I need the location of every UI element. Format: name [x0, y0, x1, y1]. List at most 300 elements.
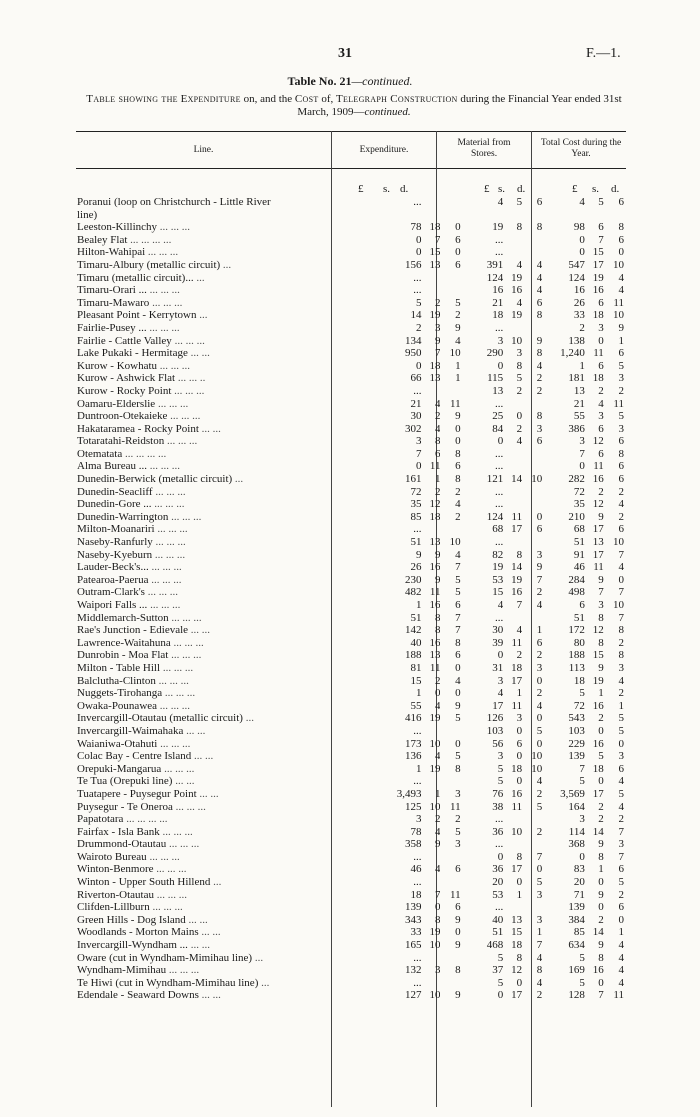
column-gap: [461, 612, 470, 625]
material-pounds: 4: [497, 196, 504, 208]
material-shillings: [503, 398, 522, 411]
total-shillings: 0: [598, 901, 604, 914]
unit-pound-mat: £: [484, 183, 490, 195]
expenditure-pence: 3: [455, 787, 461, 800]
material-shillings: [503, 813, 522, 826]
expenditure-pence: 6: [455, 599, 461, 611]
column-gap: [542, 398, 551, 411]
column-gap: [542, 926, 551, 939]
leader-dots: ... ... ...: [150, 599, 181, 611]
column-header-expenditure: Expenditure.: [359, 145, 409, 155]
expenditure-shillings: 9: [434, 334, 441, 347]
total-pence: 11: [613, 989, 624, 1002]
column-gap: [461, 398, 470, 411]
material-shillings: 10: [511, 334, 523, 347]
leader-dots: ... ...: [190, 624, 211, 637]
material-pounds: 468: [486, 939, 504, 952]
line-cell: [77, 826, 379, 839]
total-pence: 1: [618, 926, 624, 939]
material-shillings: 2: [516, 384, 523, 397]
total-pence: 7: [618, 548, 624, 561]
material-pounds: 18: [492, 309, 504, 322]
material-pence: 3: [536, 661, 543, 674]
expenditure-pence: 10: [449, 536, 461, 549]
line-cell: [77, 738, 379, 751]
leader-dots: ... ... ...: [173, 636, 204, 649]
total-pounds: 6: [579, 599, 585, 611]
expenditure-shillings: 10: [429, 989, 441, 1002]
line-cell: [77, 989, 379, 1002]
material-pence: [522, 612, 542, 625]
column-gap: [542, 889, 551, 902]
expenditure-shillings: 1: [434, 787, 441, 800]
total-shillings: 6: [598, 422, 604, 435]
table-row: [77, 398, 624, 411]
expenditure-shillings: [422, 952, 441, 965]
total-pounds: 103: [568, 724, 585, 737]
expenditure-shillings: [422, 196, 441, 209]
column-gap: [542, 423, 551, 436]
expenditure-pence: 9: [455, 321, 461, 334]
material-pounds: 40: [492, 913, 504, 926]
material-shillings: [503, 209, 522, 222]
column-gap: [542, 586, 551, 599]
total-pounds: 3,569: [560, 787, 585, 800]
page-number: 31: [338, 46, 352, 61]
column-gap: [379, 863, 388, 876]
line-name: Naseby-Ranfurly: [77, 536, 153, 549]
expenditure-table: [77, 196, 624, 1002]
expenditure-pounds: ...: [413, 384, 422, 397]
column-gap: [542, 486, 551, 499]
expenditure-pence: 11: [449, 800, 461, 813]
leader-dots: ... ... ...: [159, 359, 191, 372]
table-row: [77, 952, 624, 965]
total-pence: [604, 209, 624, 222]
line-cell: [77, 901, 379, 914]
line-name: Dunrobin - Moa Flat: [77, 649, 169, 662]
total-pounds: 384: [568, 913, 585, 926]
expenditure-shillings: 4: [434, 422, 441, 435]
material-shillings: 0: [516, 775, 523, 788]
table-row: [77, 586, 624, 599]
material-pence: 8: [536, 309, 543, 322]
expenditure-pence: 7: [455, 611, 461, 624]
material-pence: 4: [536, 976, 543, 989]
expenditure-pounds: 416: [405, 712, 422, 725]
column-gap: [542, 460, 551, 473]
total-shillings: 2: [598, 384, 604, 397]
total-shillings: 0: [598, 876, 604, 889]
expenditure-pounds: 161: [405, 473, 422, 486]
total-pence: 8: [618, 221, 624, 234]
table-row: [77, 196, 624, 209]
expenditure-pounds: 358: [405, 838, 422, 851]
column-gap: [542, 335, 551, 348]
column-gap: [461, 876, 470, 889]
material-pence: 6: [536, 435, 543, 448]
column-gap: [542, 523, 551, 536]
column-gap: [542, 284, 551, 297]
line-name: Invercargill-Waimahaka: [77, 724, 184, 737]
line-name: Otematata: [77, 447, 123, 460]
leader-dots: ... ...: [190, 939, 210, 952]
expenditure-shillings: 4: [434, 863, 441, 876]
material-shillings: [503, 486, 522, 499]
table-row: [77, 460, 624, 473]
material-pence: 5: [536, 724, 543, 737]
material-pence: 3: [536, 422, 543, 435]
unit-pence-exp: d.: [400, 183, 409, 195]
expenditure-pounds: 127: [405, 989, 422, 1002]
table-row: [77, 523, 624, 536]
table-row: [77, 939, 624, 952]
total-pence: 4: [618, 284, 624, 297]
total-pence: 6: [618, 460, 624, 473]
leader-dots: ... ... ... ...: [130, 233, 172, 246]
total-shillings: 14: [592, 825, 604, 838]
line-cell: [77, 498, 379, 511]
material-shillings: 2: [516, 422, 523, 435]
table-row: [77, 863, 624, 876]
column-gap: [542, 687, 551, 700]
table-top-rule: [76, 131, 626, 132]
column-gap: [461, 549, 470, 562]
material-shillings: 1: [516, 888, 523, 901]
total-shillings: 15: [592, 246, 604, 259]
line-cell: [77, 624, 379, 637]
material-pence: 8: [536, 964, 543, 977]
column-gap: [542, 209, 551, 222]
column-gap: [461, 234, 470, 247]
total-shillings: 19: [592, 271, 604, 284]
column-gap: [542, 410, 551, 423]
material-shillings: 5: [516, 196, 523, 208]
column-gap: [379, 259, 388, 272]
total-pounds: 138: [568, 334, 585, 347]
total-pence: 0: [618, 737, 624, 750]
line-cell: [77, 914, 379, 927]
line-name: Te Hiwi (cut in Wyndham-Mimihau line): [77, 976, 259, 989]
total-pounds: 5: [579, 775, 585, 788]
material-pounds: ...: [494, 485, 504, 498]
table-row: [77, 926, 624, 939]
table-row: [77, 612, 624, 625]
line-name: Lawrence-Waitahuna: [77, 636, 171, 649]
table-row: [77, 989, 624, 1002]
column-gap: [379, 360, 388, 373]
column-gap: [461, 926, 470, 939]
line-name: Green Hills - Dog Island: [77, 913, 186, 926]
line-name: Timaru-Mawaro: [77, 296, 150, 309]
leader-dots: ... ... ...: [156, 888, 187, 901]
total-pence: 3: [618, 661, 624, 674]
table-row: [77, 360, 624, 373]
leader-dots: ... ... ...: [168, 838, 200, 851]
total-pounds: 20: [573, 876, 585, 889]
material-pounds: ...: [494, 397, 504, 410]
leader-dots: ... ... ...: [164, 687, 196, 700]
line-cell: [77, 939, 379, 952]
material-pence: 7: [536, 939, 543, 952]
leader-dots: ... ... ...: [159, 221, 191, 234]
material-pounds: 121: [486, 473, 504, 486]
column-gap: [461, 637, 470, 650]
table-row: [77, 687, 624, 700]
total-shillings: 3: [598, 410, 604, 423]
table-row: [77, 435, 624, 448]
total-shillings: 8: [598, 951, 604, 964]
table-row: [77, 574, 624, 587]
table-row: [77, 813, 624, 826]
column-gap: [461, 460, 470, 473]
table-suffix: —continued.: [351, 74, 413, 88]
line-cell: [77, 246, 379, 259]
total-pounds: 543: [568, 712, 585, 725]
total-pounds: 18: [573, 674, 585, 687]
material-pounds: ...: [494, 611, 504, 624]
expenditure-pounds: 85: [410, 510, 422, 523]
material-pence: [522, 460, 542, 473]
total-pence: 4: [618, 964, 624, 977]
table-row: [77, 297, 624, 310]
total-pence: 2: [618, 888, 624, 901]
line-name: Riverton-Otautau: [77, 888, 154, 901]
column-gap: [461, 221, 470, 234]
expenditure-pence: 4: [455, 674, 461, 687]
material-pence: 10: [531, 750, 543, 763]
column-gap: [461, 586, 470, 599]
total-pounds: 5: [579, 976, 585, 989]
unit-pound-tot: £: [572, 183, 578, 195]
table-row: [77, 234, 624, 247]
table-row: [77, 801, 624, 814]
column-gap: [461, 259, 470, 272]
material-pence: 4: [536, 951, 543, 964]
material-pence: [522, 901, 542, 914]
total-pounds: 72: [573, 699, 585, 712]
total-pence: 2: [618, 510, 624, 523]
table-row: [77, 221, 624, 234]
table-row: [77, 826, 624, 839]
line-cell: [77, 813, 379, 826]
line-cell: [77, 599, 379, 612]
total-pounds: 169: [568, 964, 585, 977]
leader-dots: ...: [245, 712, 254, 725]
column-gap: [379, 612, 388, 625]
expenditure-pence: 2: [455, 813, 461, 826]
leader-dots: ... ... ...: [159, 699, 191, 712]
column-gap: [542, 775, 551, 788]
desc-prefix: Table showing the: [86, 93, 178, 105]
material-shillings: 3: [516, 712, 523, 725]
expenditure-pence: 2: [455, 510, 461, 523]
total-pence: 1: [618, 334, 624, 347]
total-shillings: 17: [592, 548, 604, 561]
total-pounds: 35: [573, 498, 585, 511]
column-gap: [379, 712, 388, 725]
line-cell: [77, 838, 379, 851]
total-pounds: 91: [573, 548, 585, 561]
expenditure-pence: 9: [455, 989, 461, 1002]
material-shillings: 18: [511, 661, 523, 674]
leader-dots: ... ... ...: [151, 561, 182, 574]
column-gap: [461, 952, 470, 965]
expenditure-shillings: 12: [429, 498, 441, 511]
material-pence: 10: [531, 762, 543, 775]
column-gap: [542, 498, 551, 511]
column-gap: [379, 637, 388, 650]
material-pounds: 126: [486, 712, 504, 725]
column-gap: [461, 284, 470, 297]
material-shillings: 11: [511, 699, 523, 712]
material-pence: 8: [536, 221, 543, 234]
material-pence: 1: [536, 624, 543, 637]
material-shillings: 19: [511, 573, 523, 586]
leader-dots: ... ... ...: [170, 410, 201, 423]
line-cell: [77, 561, 379, 574]
line-cell: [77, 725, 379, 738]
expenditure-pounds: 81: [410, 661, 422, 674]
column-gap: [461, 196, 470, 209]
expenditure-shillings: 6: [434, 447, 441, 460]
expenditure-pence: 2: [455, 485, 461, 498]
column-gap: [379, 309, 388, 322]
column-gap: [379, 246, 388, 259]
line-name: Hakataramea - Rocky Point: [77, 422, 199, 435]
column-gap: [379, 901, 388, 914]
column-gap: [379, 889, 388, 902]
total-pounds: 3: [579, 435, 585, 448]
material-shillings: 0: [516, 724, 523, 737]
line-cell: [77, 889, 379, 902]
material-pence: 2: [536, 372, 543, 385]
expenditure-pence: 4: [455, 548, 461, 561]
expenditure-shillings: 18: [429, 221, 441, 234]
line-name: Fairfax - Isla Bank: [77, 825, 160, 838]
table-row: [77, 889, 624, 902]
total-pence: 6: [618, 435, 624, 448]
leader-dots: ... ... ...: [155, 536, 186, 549]
expenditure-shillings: 10: [429, 800, 441, 813]
material-shillings: 14: [511, 473, 523, 486]
material-pounds: 51: [492, 926, 504, 939]
material-pence: 2: [536, 787, 543, 800]
column-gap: [379, 662, 388, 675]
expenditure-shillings: [422, 385, 441, 398]
column-gap: [461, 372, 470, 385]
desc-rest: during the Financial Year ended 31st March, 1909—: [297, 93, 622, 118]
material-pounds: 290: [486, 347, 504, 360]
total-pounds: 172: [568, 624, 585, 637]
column-gap: [461, 989, 470, 1002]
expenditure-pence: [440, 196, 460, 209]
expenditure-pounds: 482: [405, 586, 422, 599]
table-row: [77, 914, 624, 927]
column-gap: [379, 284, 388, 297]
line-name: Wyndham-Mimihau: [77, 964, 167, 977]
column-gap: [542, 788, 551, 801]
column-gap: [542, 725, 551, 738]
line-name: Nuggets-Tirohanga: [77, 687, 163, 700]
material-pounds: 5: [497, 976, 504, 989]
column-gap: [542, 309, 551, 322]
expenditure-pounds: 3: [416, 435, 422, 448]
total-pence: 5: [618, 876, 624, 889]
table-row: [77, 712, 624, 725]
total-shillings: 16: [592, 737, 604, 750]
material-shillings: 10: [511, 825, 523, 838]
line-name: Milton-Moanariri: [77, 523, 155, 536]
expenditure-pence: 5: [455, 586, 461, 599]
total-pounds: 5: [579, 951, 585, 964]
table-row: [77, 725, 624, 738]
column-gap: [461, 523, 470, 536]
table-row: [77, 788, 624, 801]
total-shillings: 17: [592, 523, 604, 536]
leader-dots: ... ... ...: [162, 661, 194, 674]
line-name: Milton - Table Hill: [77, 661, 161, 674]
expenditure-shillings: 19: [429, 309, 441, 322]
line-cell: [77, 549, 379, 562]
expenditure-pence: 0: [455, 687, 461, 700]
total-shillings: 2: [598, 485, 604, 498]
total-shillings: 0: [598, 334, 604, 347]
column-gap: [461, 423, 470, 436]
line-cell: [77, 952, 379, 965]
total-shillings: 12: [592, 435, 604, 448]
expenditure-pounds: 72: [410, 485, 422, 498]
expenditure-shillings: 2: [434, 296, 441, 309]
line-cell: [77, 322, 379, 335]
expenditure-pounds: 1: [416, 599, 422, 611]
total-pounds: 386: [568, 422, 585, 435]
total-pence: 11: [613, 296, 624, 309]
total-pence: 5: [618, 724, 624, 737]
total-pounds: 4: [579, 196, 585, 208]
line-cell: [77, 435, 379, 448]
column-gap: [461, 448, 470, 461]
line-cell: [77, 612, 379, 625]
column-gap: [461, 889, 470, 902]
column-gap: [542, 549, 551, 562]
line-name: Totaratahi-Reidston: [77, 435, 165, 448]
line-cell: [77, 360, 379, 373]
expenditure-shillings: 1: [434, 473, 441, 486]
expenditure-shillings: 9: [434, 548, 441, 561]
table-row: [77, 624, 624, 637]
material-pence: 3: [536, 548, 543, 561]
line-name: Invercargill-Wyndham ...: [77, 939, 188, 952]
total-pence: 7: [618, 825, 624, 838]
line-cell: [77, 788, 379, 801]
total-pounds: 498: [568, 586, 585, 599]
column-gap: [379, 801, 388, 814]
line-name: Drummond-Otautau: [77, 838, 167, 851]
total-pence: 8: [618, 649, 624, 662]
line-cell: [77, 284, 379, 297]
column-gap: [379, 272, 388, 285]
column-gap: [461, 347, 470, 360]
column-gap: [379, 775, 388, 788]
material-shillings: 8: [516, 951, 523, 964]
expenditure-shillings: 16: [429, 561, 441, 574]
column-gap: [542, 801, 551, 814]
column-gap: [461, 335, 470, 348]
total-pounds: 164: [568, 800, 585, 813]
table-row: [77, 473, 624, 486]
column-gap: [542, 813, 551, 826]
